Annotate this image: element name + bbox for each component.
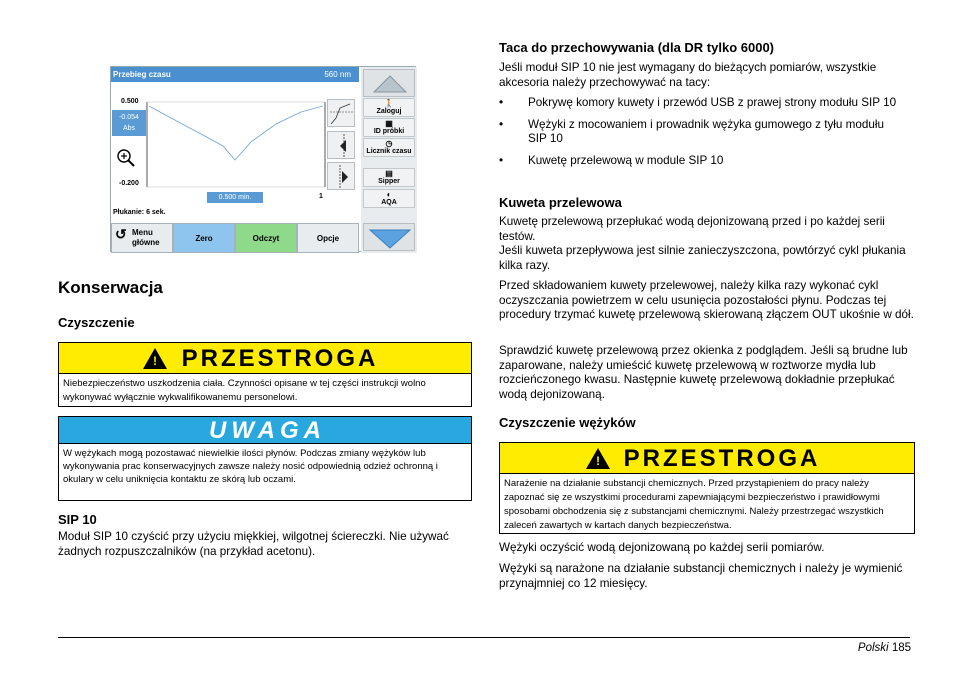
tube-text-1: Wężyki oczyścić wodą dejonizowaną po każdej serii pomiarów. — [499, 541, 825, 554]
page-number: 185 — [891, 642, 911, 654]
reading-box — [112, 110, 146, 136]
section-heading: Konserwacja — [58, 278, 163, 297]
y-axis-max: 0.500 — [121, 98, 139, 105]
chevron-up-icon — [364, 70, 416, 98]
side-panel — [361, 67, 417, 253]
flow-cell-heading: Kuweta przelewowa — [499, 195, 622, 210]
warning-text: Narażenie na działanie substancji chemicznych. Przed przystąpieniem do pracy należy zapoznać się ze wszystkimi procedurami zapewniającymi bezpieczeństwo i prawidłowymi sposobami obchodzenia się z substancjami chemicznymi. Należy przestrzegać wszystkich zaleceń zawartych w kartach danych bezpieczeństwa. — [504, 478, 884, 531]
list-item: • Pokrywę komory kuwety i przewód USB z prawej strony modułu SIP 10 — [499, 96, 903, 111]
warning-triangle-icon: ! — [586, 448, 610, 469]
tube-cleaning-heading: Czyszczenie wężyków — [499, 415, 636, 430]
caution-header — [59, 417, 471, 444]
options-button[interactable]: Opcje — [297, 223, 359, 253]
cleaning-heading: Czyszczenie — [58, 315, 135, 330]
instrument-screenshot — [110, 66, 416, 252]
warning-text: Niebezpieczeństwo uszkodzenia ciała. Czynności opisane w tej części instrukcji wolno wykonywać wyłącznie wykwalifikowanemu personelowi. — [63, 378, 426, 403]
page-footer — [858, 642, 911, 654]
rinse-label: Płukanie: 6 sek. — [113, 209, 166, 216]
screen-header — [111, 67, 359, 82]
warning-box-1 — [58, 342, 472, 407]
tray-bullet-list — [499, 96, 903, 175]
warning-header — [500, 443, 914, 474]
sipper-icon: ▤ — [385, 169, 393, 178]
zoom-in-icon[interactable] — [115, 147, 137, 169]
reading-unit: Abs — [122, 125, 136, 132]
warning-title: PRZESTROGA — [181, 345, 379, 372]
sample-icon: ▦ — [385, 119, 393, 128]
plot-line — [149, 106, 323, 160]
screen-button-bar — [111, 223, 359, 253]
scroll-down-button[interactable] — [363, 223, 415, 251]
scroll-up-button[interactable] — [363, 69, 415, 97]
scroll-left-button[interactable] — [327, 131, 355, 159]
caution-box — [58, 416, 472, 501]
timer-button[interactable]: ◷ Licznik czasu — [363, 138, 415, 157]
warning-title: PRZESTROGA — [623, 445, 821, 472]
sip-text: Moduł SIP 10 czyścić przy użyciu miękkiej, wilgotnej ściereczki. Nie używać żadnych rozpuszczalników (na przykład acetonu). — [58, 530, 449, 558]
flow-cell-text-1: Kuwetę przelewową przepłukać wodą dejonizowaną przed i po każdej serii testów. Jeśli kuweta przepływowa jest silnie zanieczyszczona, powtórzyć cykl płukania kilka razy. — [499, 215, 906, 272]
list-item: • Wężyki z mocowaniem i prowadnik wężyka gumowego z tyłu modułu SIP 10 — [499, 118, 903, 147]
return-arrow-icon: ↺ — [115, 226, 127, 242]
scroll-right-button[interactable] — [327, 162, 355, 190]
wavelength-label: 560 nm — [324, 70, 351, 79]
screen-title: Przebieg czasu — [113, 70, 171, 79]
warning-box-2 — [499, 442, 915, 534]
clock-icon: ◷ — [385, 139, 393, 148]
time-axis-end: 1 — [319, 193, 323, 200]
tray-text: Jeśli moduł SIP 10 nie jest wymagany do bieżących pomiarów, wszystkie akcesoria należy przechowywać na tacy: — [499, 61, 877, 89]
flow-cell-text-3: Sprawdzić kuwetę przelewową przez okienka z podglądem. Jeśli są brudne lub zaparowane, należy umieścić kuwetę przelewową w roztworze mydła lub rozcieńczonego kwasu. Następnie kuwetę przelewową dokładnie przepłukać wodą dejonizowaną. — [499, 344, 908, 401]
aqa-button[interactable]: ◐ AQA — [363, 189, 415, 208]
curve-view-button[interactable] — [327, 99, 355, 127]
list-item: • Kuwetę przelewową w module SIP 10 — [499, 154, 903, 169]
warning-header — [59, 343, 471, 374]
zero-button[interactable]: Zero — [173, 223, 235, 253]
tube-text-2: Wężyki są narażone na działanie substancji chemicznych i należy je wymienić przynajmniej co 12 miesięcy. — [499, 562, 903, 590]
aqa-icon: ◐ — [386, 190, 392, 199]
footer-language: Polski — [857, 642, 889, 654]
sample-id-button[interactable]: ▦ ID próbki — [363, 118, 415, 137]
main-menu-button[interactable]: ↺ Menu główne — [111, 223, 173, 253]
footer-rule — [58, 637, 910, 638]
login-button[interactable]: 🚶 Zaloguj — [363, 98, 415, 117]
warning-triangle-icon: ! — [143, 348, 167, 369]
read-button[interactable]: Odczyt — [235, 223, 297, 253]
caution-text: W wężykach mogą pozostawać niewielkie ilości płynów. Podczas zmiany wężyków lub wykonywania prac konserwacyjnych zawsze należy nosić odpowiednią odzież ochronną i okulary w celu uniknięcia kontaktu ze skórą lub oczami. — [63, 448, 438, 485]
caution-title: UWAGA — [209, 417, 326, 444]
sipper-button[interactable]: ▤ Sipper — [363, 168, 415, 187]
chevron-down-icon — [364, 224, 416, 252]
flow-cell-text-2: Przed składowaniem kuwety przelewowej, należy kilka razy wykonać cykl oczyszczania powietrzem w celu usunięcia pozostałości płynu. Podczas tej procedury trzymać kuwetę przelewową skierowaną złączem OUT ukośnie w dół. — [499, 279, 914, 321]
person-icon: 🚶 — [384, 99, 394, 108]
y-axis-min: -0.200 — [119, 180, 139, 187]
sip-heading: SIP 10 — [58, 512, 97, 527]
time-marker: 0.500 min. — [207, 192, 263, 203]
tray-heading: Taca do przechowywania (dla DR tylko 6000) — [499, 40, 775, 55]
reading-value: -0.054 — [119, 114, 139, 121]
